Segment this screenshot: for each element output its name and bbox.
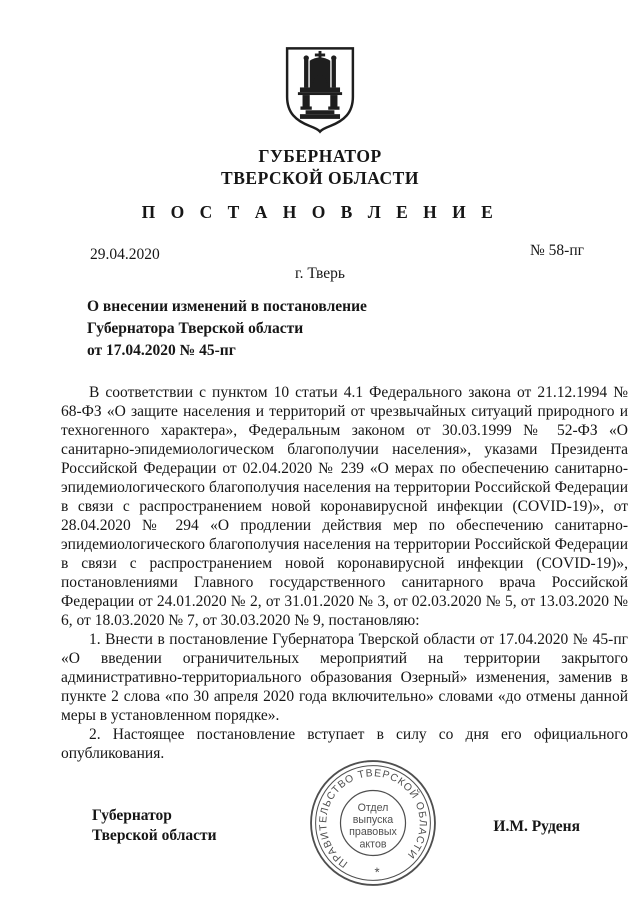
signature-post (92, 806, 217, 845)
stamp-center-line-2: выпуска (352, 814, 394, 826)
body-paragraph-preamble: В соответствии с пунктом 10 статьи 4.1 Федерального закона от 21.12.1994 № 68-ФЗ «О защите населения и территорий от чрезвычайных ситуаций природного и техногенного характера», Федеральным законом от 30.03.1999 № 52-ФЗ «О санитарно-эпидемиологическом благополучии населения», указами Президента Российской Федерации от 02.04.2020 № 239 «О мерах по обеспечению санитарно-эпидемиологического благополучия населения на территории Российской Федерации в связи с распространением новой коронавирусной инфекции (COVID-19)», от 28.04.2020 № 294 «О продлении действия мер по обеспечению санитарно-эпидемиологического благополучия населения на территории Российской Федерации в связи с распространением новой коронавирусной инфекции (COVID-19)», постановлениями Главного государственного санитарного врача Российской Федерации от 24.01.2020 № 2, от 31.01.2020 № 3, от 02.03.2020 № 5, от 13.03.2020 № 6, от 18.03.2020 № 7, от 30.03.2020 № 9, постановляю: (61, 384, 628, 629)
body-paragraph-item-1: 1. Внести в постановление Губернатора Тверской области от 17.04.2020 № 45-пг «О введении ограничительных мероприятий на территории закрытого административно-территориального образования Озерный» изменения, заменив в пункте 2 слова «по 30 апреля 2020 года включительно» словами «до отмены данной меры в установленном порядке». (61, 631, 628, 724)
signature-post-line-1: Губернатор (92, 807, 172, 824)
authority-line-2: ТВЕРСКОЙ ОБЛАСТИ (221, 167, 419, 188)
title-line-2: Губернатора Тверской области (87, 320, 304, 337)
title-line-1: О внесении изменений в постановление (87, 298, 367, 315)
tver-coat-of-arms-icon (283, 45, 357, 134)
title-line-3: от 17.04.2020 № 45-пг (87, 342, 236, 359)
stamp-center-line-4: актов (359, 838, 387, 851)
authority-name (0, 146, 640, 189)
stamp-star: * (374, 864, 381, 880)
authority-line-1: ГУБЕРНАТОР (258, 146, 382, 166)
stamp-center-text (349, 802, 397, 851)
official-stamp (309, 759, 437, 887)
document-city: г. Тверь (295, 265, 345, 282)
document-number: № 58-пг (530, 242, 584, 259)
stamp-ring-text: ПРАВИТЕЛЬСТВО ТВЕРСКОЙ ОБЛАСТИ (318, 768, 428, 870)
signature-post-line-2: Тверской области (92, 826, 217, 844)
body-paragraph-item-2: 2. Настоящее постановление вступает в силу со дня его официального опубликования. (61, 726, 628, 762)
document-date: 29.04.2020 (90, 246, 160, 263)
stamp-center-line-3: правовых (349, 826, 397, 839)
signature-name: И.М. Руденя (493, 818, 580, 835)
document-type-heading: П О С Т А Н О В Л Е Н И Е (141, 202, 499, 222)
stamp-center-line-1: Отдел (357, 801, 389, 814)
document-body (61, 383, 628, 763)
document-title (87, 296, 567, 362)
